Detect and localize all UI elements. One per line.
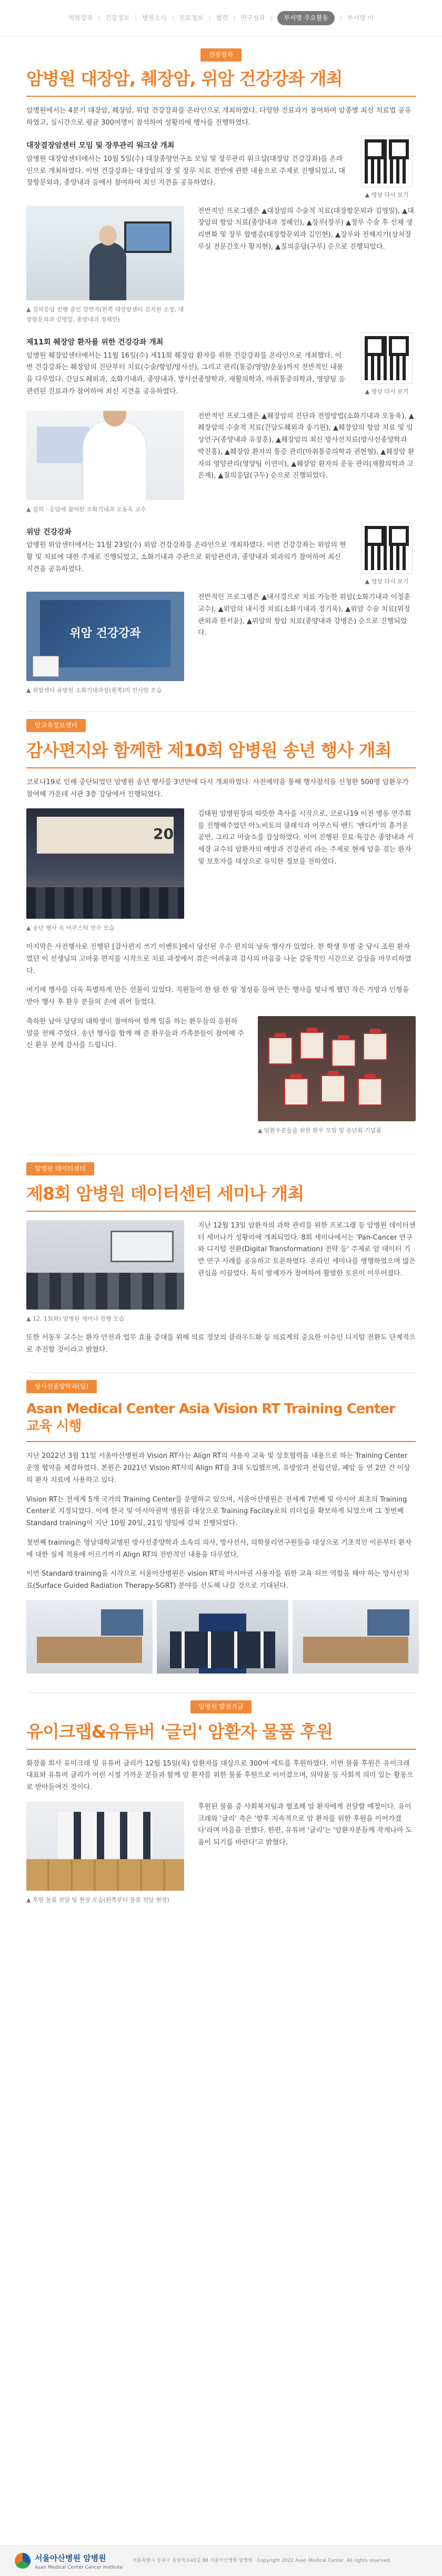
photo-caption: ▲ 송년 행사 속 어쿠스틱 연주 모습 [26, 924, 115, 931]
section-tag: 건강강좌 [200, 48, 242, 62]
nav-item[interactable]: 건강정보 [105, 14, 130, 22]
section-intro: 화장품 회사 유이크래 및 유튜버 글리가 12월 15일(목) 암환자를 대상으로 300여 세트를 후원하였다. 이번 물품 후원은 유이크래 대표와 유튜버 글리가 어린 시절 가까운 분들과 함께 암 환자를 위한 물품 후원으로 이어졌으며, 의약품 등 사회적 의미 있는 활동으로 받아들여진 것이다. [26, 1759, 414, 1792]
hospital-name: 서울아산병원 암병원 [35, 2553, 106, 2563]
paragraph: Vision RT는 전세계 5개 국가의 Training Center를 운영하고 있으며, 서울아산병원은 전세계 7번째 및 아시아 최초의 Training Center로 지정되었다. 이에 한국 및 아시아권역 병원을 대상으로 Training Facility로의 리더십을 확보하게 되었으며 그 첫번째 Standard training이 지난 10월 20일, 21일 양일에 걸쳐 진행되었다. [26, 1495, 407, 1528]
section-intro: 암병원에서는 4분기 대장암, 췌장암, 위암 건강강좌를 온라인으로 개최하였다. 다양한 진료과가 참여하여 암종별 최신 치료법 공유하였고, 실시간으로 평균 300여명이 참석하여 성황리에 행사를 진행하였다. [26, 106, 411, 127]
section-title: 제8회 암병원 데이터센터 세미나 개최 [26, 1183, 416, 1212]
nav-item[interactable]: 의학강좌 [68, 14, 93, 22]
paragraph: 암병원 위암센터에서는 11월 23일(수) 위암 건강강좌를 온라인으로 개최하였다. 이번 건강강좌는 위암의 현황 및 치료에 대한 주제로 진행되었고, 소화기내과 주관으로 위암관련과, 종양내과 외과의가 참여하여 최신 지견을 공유하였다. [26, 541, 346, 573]
photo-caption: ▲ 암환우분들을 위한 환우 모임 및 송년회 기념품 [258, 1127, 381, 1134]
qr-code[interactable] [358, 136, 416, 200]
paragraph: 첫번째 training은 영남대학교병원 방사선종양학과 소속의 의사, 방사선사, 의학물리연구원들을 대상으로 기초적인 이론부터 환자에 대한 실제 적용에 이르기까지 Align RT의 전반적인 내용을 다루었다. [26, 1538, 411, 1559]
lecture-photo [26, 206, 184, 300]
paragraph: 암병원 대장암센터에서는 10월 5일(수) 대장종양연구소 모임 및 장루관리 워크샵(대장암 건강강좌)를 온라인으로 개최하였다. 이번 건강강좌는 대장암의 장 및 장루 치료 전반에 관한 내용으로 주제로 진행되었고, 대장항문외과, 종양내과 등에서 참여하여 최신 지견을 공유하였다. [26, 155, 346, 187]
section-year-end-event [0, 712, 442, 1135]
paragraph: 이번 Standard training을 시작으로 서울아산병원은 vision RT의 아시아권 사용자를 위한 교육 허브 역할을 해야 하는 방사선치료(Surface Guided Radiation Therapy-SGRT) 분야를 선도해 나갈 것으로 기대된다. [26, 1570, 409, 1590]
nav-item[interactable]: 협력 [216, 14, 228, 22]
subsection-title: 대장결장암센터 모임 및 장루관리 워크샵 개최 [26, 141, 175, 150]
qr-code-icon [361, 136, 412, 187]
section-title: 암병원 대장암, 췌장암, 위암 건강강좌 개최 [26, 68, 416, 97]
qr-caption: ▲ 영상 다시 보기 [365, 388, 409, 395]
section-tag: 암병원 발전기금 [190, 1700, 252, 1713]
lecture-photo [26, 592, 184, 681]
training-photo [26, 1600, 153, 1674]
paragraph: 지난 12월 13일 암환자의 과학 관리를 위한 프로그램 등 암병원 데이터센터 세미나가 성황리에 개최되었다. 8회 세미나에서는 'Pan-Cancer 연구와 디지털 전환(Digital Transformation) 전략 등' 주제로 암 데이터 기반 연구 사례를 공유하고 토론하였다. 온라인 세미나를 병행하였으며 많은 관심을 이끌었다. 특히 발제자가 참여하여 활발한 토론이 이루어졌다. [198, 1221, 416, 1277]
section-donation [0, 1693, 442, 1905]
nav-item[interactable]: 병원소식 [142, 14, 167, 22]
section-health-lecture [0, 37, 442, 695]
photo-caption: ▲ 후원 물품 전달 및 현장 모습(왼쪽부터 물품 전달 현장) [26, 1896, 169, 1903]
subsection-title: 제11회 췌장암 환자를 위한 건강강좌 개최 [26, 338, 164, 347]
stage-number: 20 [153, 825, 174, 843]
qr-code[interactable] [358, 523, 416, 586]
section-tag: 암병원 데이터센터 [26, 1162, 94, 1175]
section-rt-training [0, 1373, 442, 1674]
hospital-logo[interactable] [15, 2551, 123, 2571]
paragraph: 전반적인 프로그램은 ▲췌장암의 진단과 전망방법(소화기내과 오동욱), ▲췌장암의 수술적 치료(간담도췌외과 송기원), ▲췌장암의 항암 치료 및 임상연구(종양내과 유창훈), ▲췌장암의 최신 방사선치료(방사선종양학과 박진홍), ▲췌장암 환자의 통증 관리(마취통증의학과 권현형), ▲췌장암 환자의 영양관리(영양팀 이연미), ▲췌장암 환자의 운동 관리(재활의학과 고은재), ▲질의응답(구두) 순으로 진행되었다. [198, 412, 415, 480]
paragraph: 지난 2022년 3월 11일 서울아산병원과 Vision RT사는 Align RT의 사용자 교육 및 상호협력을 내용으로 하는 Training Center 운영 협약을 체결하였다. 본원은 2021년 Vision RT사의 Align RT를 3대 도입했으며, 유방암과 전립선암, 폐암 등 연 2만 건 이상의 환자 치료에 사용하고 있다. [26, 1452, 410, 1484]
section-title-line1: Asan Medical Center Asia Vision RT Training Center [26, 1401, 395, 1417]
training-photo [293, 1600, 419, 1674]
seminar-photo [26, 1220, 184, 1310]
nav-item[interactable]: 연구성과 [240, 14, 265, 22]
photo-caption: ▲ 12. 13(화) 암병원 세미나 진행 모습 [26, 1315, 125, 1322]
nav-item[interactable]: 진료정보 [179, 14, 204, 22]
paragraph: 김태원 암병원장의 따뜻한 축사를 시작으로, 코로나19 이전 병동 연주회를 진행해주었던 아노비토의 클래식과 어쿠스틱 밴드 '밴디카'의 흥겨운 공연, 그리고 마술쇼를 감상하였다. 이어 진행된 진료·특강은 종양내과 서세경 교수의 암환자의 예방과 건강관리 라는 주제로 현재 암을 겪는 환자 및 보호자를 대상으로 유익한 정보를 전하였다. [198, 809, 414, 866]
qr-caption: ▲ 영상 다시 보기 [365, 191, 409, 199]
footer [0, 2545, 442, 2576]
logo-icon [15, 2553, 31, 2569]
section-title [26, 1401, 416, 1443]
lecture-photo [26, 411, 184, 500]
hospital-name-english: Asan Medical Center Cancer Institute [35, 2565, 123, 2571]
section-title: 유이크랩&유튜버 '글리' 암환자 물품 후원 [26, 1721, 416, 1750]
category-nav: 의학강좌 | 건강정보 | 병원소식 | 진료정보 | 협력 | 연구성과 | 부서별 주요활동 | 부서별 이 [0, 0, 442, 37]
nav-item[interactable]: 부서별 이 [347, 14, 374, 22]
section-tag: 방사선종양학과(팀) [26, 1380, 97, 1393]
paragraph: 축하한 남아 담당의 대학생이 참여하여 함께 일을 하는 환우들의 응원하 말을 전해 주었다. 송년 행사를 함께 해 준 환우들과 가족분들이 참여해 주신 환우 분께 감사를 드립니다. [26, 1017, 244, 1050]
training-group-photo [157, 1600, 288, 1674]
section-intro: 코로나19로 인해 중단되었던 암병원 송년 행사를 3년만에 다시 개최하였다. 사전예약을 통해 행사참석을 신청한 500명 암환우가 참여해 가운데 서관 3층 강당에서 진행되었다. [26, 778, 409, 799]
paragraph: 후원된 물품 중 사회복지팀과 협조해 암 환자에게 전달할 예정이다. 유이크래와 '글리' 측은 '향후 지속적으로 암 환자를 위한 후원을 이어가겠다'라며 마음을 전했다. 한편, 유튜버 '글리'는 '암환자분들께 작게나마 도움이 되기를 바란다'고 밝혔다. [198, 1802, 413, 1847]
photo-caption: ▲ 질의응답 진행 중인 강연자(왼쪽 대장암센터 김지원 소장, 대장항문외과 김영일, 종양내과 정혜인) [26, 306, 184, 323]
section-title-line2: 교육 시행 [26, 1418, 82, 1435]
paragraph: 암병원 췌장암센터에서는 11월 16일(수) 제11회 췌장암 환자를 위한 건강강좌를 온라인으로 개최했다. 이번 건강강좌는 췌장암의 진단부터 치료(수술/항암/방사선), 그리고 관리(통증/영양/운동)까지 전반적인 내용을 다루었다. 간담도췌외과, 소화기내과, 종양내과, 방사선종양학과, 재활의학과, 마취통증의학과, 영양팀 등 관련된 진료과가 참여하여 최신 지견을 공유하였다. [26, 351, 346, 395]
gifts-photo [258, 1016, 416, 1121]
paragraph: 전반적인 프로그램은 ▲대장암의 수술적 치료(대장항문외과 김영일), ▲대장암의 항암 치료(종양내과 정혜인), ▲장루(장루) ▲장루 수술 후 신체 생리변화 및 장루 합병증(대장항문외과 김민현), ▲장루와 전해지기(상처장루실 전문간호사 황지현), ▲질의응답(구루) 순으로 진행되었다. [198, 207, 414, 251]
qr-caption: ▲ 영상 다시 보기 [365, 577, 409, 585]
photo-caption: ▲ 질의 · 응답에 참여한 소화기내과 오동욱 교수 [26, 505, 146, 513]
qr-code[interactable] [358, 333, 416, 405]
subsection-title: 위암 건강강좌 [26, 528, 72, 536]
slide-title: 위암 건강강좌 [69, 626, 141, 640]
donation-photo [26, 1801, 184, 1891]
paragraph: 아지막은 사전행사로 진행된 [감사편지 쓰기 이벤트]에서 당선된 우수 편지의 낭독 행사가 있었다. 한 학생 투병 중 당시 조원 환자였던 이 선생님의 고마움 편지를 시작으로 치료 과정에서 겪은 어려움과 감사의 마음을 나눈 감동적인 시간으로 감상을 마무리하였다. [26, 943, 411, 975]
section-title: 감사편지와 함께한 제10회 암병원 송년 행사 개최 [26, 739, 416, 768]
qr-code-icon [361, 523, 412, 573]
paragraph: 전반적인 프로그램은 ▲내시경으로 치료 가능한 위암(소화기내과 이정훈 교수), ▲위암의 내시경 치료(소화기내과 정기욱), ▲위암 수술 치료(위장관외과 한서윤), ▲위암의 항암 치료(종양내과 강병은) 순으로 진행되었다. [198, 593, 411, 637]
section-tag: 암교육정보센터 [26, 719, 86, 732]
event-photo [26, 808, 184, 919]
paragraph: 또한 서동우 교수는 환자 안전과 업무 효율 증대를 위해 의료 정보의 클라우드화 등 의료계의 중요한 이슈인 디지털 전환도 단계적으로 추진할 것이라고 밝혔다. [26, 1334, 416, 1354]
paragraph: 여기에 행사를 더욱 특별하게 만든 선물이 있었다. 직원들이 한 땀 한 땀 정성을 들여 만든 행사를 빛나게 했던 작은 가방과 인형을 받아 행사 후 환우 분들의 손에 쥐어 들었다. [26, 986, 409, 1007]
photo-caption: ▲ 위암센터 유방원 소화기내과장(왼쪽)의 인사말 모습 [26, 687, 162, 694]
section-data-center [0, 1155, 442, 1356]
footer-address: 서울특별시 송파구 올림픽로43길 88 서울아산병원 암병원 · Copyright 2022 Asan Medical Center. All rights reserved. [132, 2558, 391, 2563]
qr-code-icon [361, 333, 412, 383]
nav-item-active[interactable]: 부서별 주요활동 [277, 11, 335, 25]
